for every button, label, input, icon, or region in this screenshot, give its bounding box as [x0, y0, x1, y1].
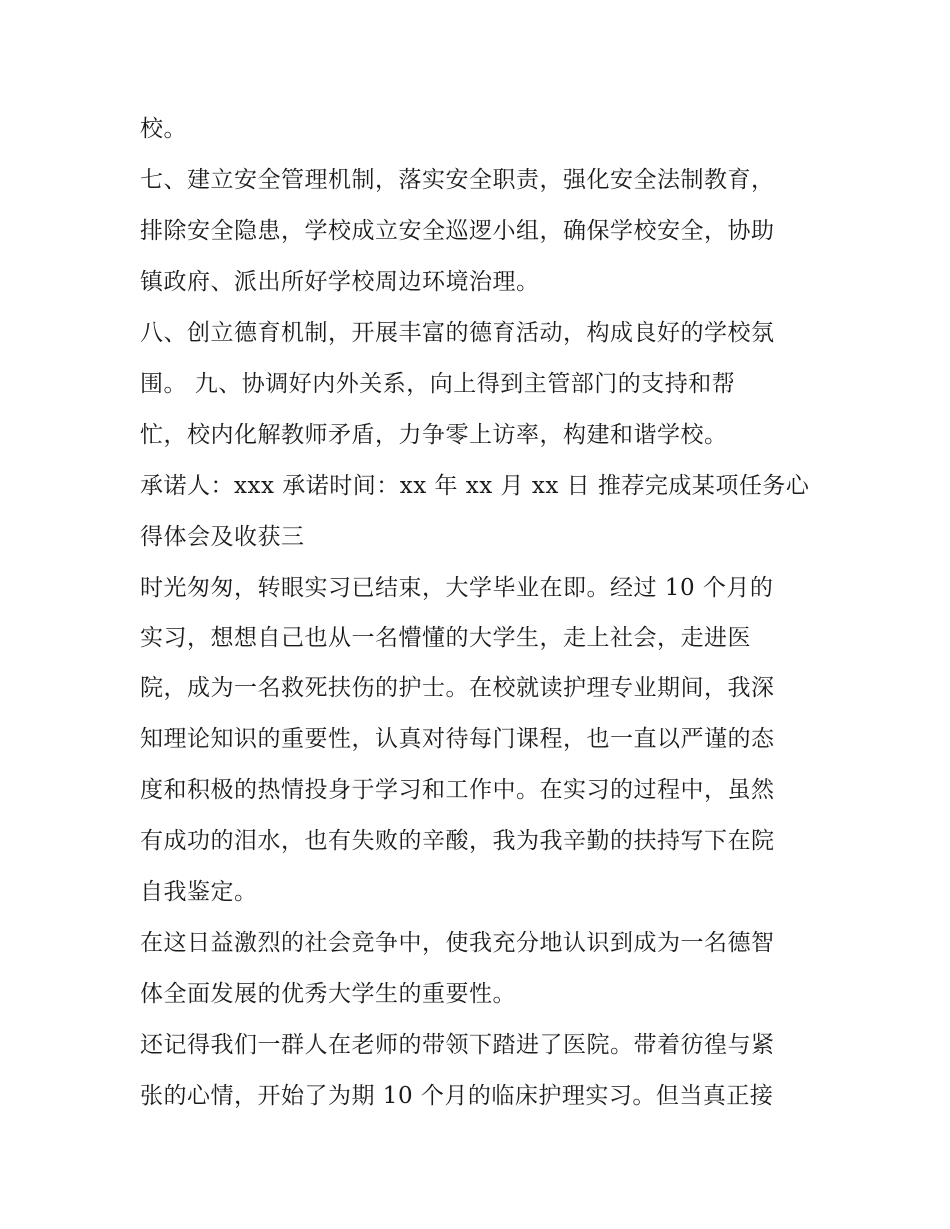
text-line: 八、创立德育机制，开展丰富的德育活动，构成良好的学校氛: [140, 320, 775, 346]
text-line: 镇政府、派出所好学校周边环境治理。: [140, 269, 540, 295]
text-line: 知理论知识的重要性，认真对待每门课程，也一直以严谨的态: [140, 726, 775, 752]
text-line: 七、建立安全管理机制，落实安全职责，强化安全法制教育，: [140, 167, 775, 193]
text-line: 度和积极的热情投身于学习和工作中。在实习的过程中，虽然: [140, 777, 775, 803]
text-line: 承诺人：xxx 承诺时间：xx 年 xx 月 xx 日 推荐完成某项任务心: [140, 473, 810, 499]
text-line: 有成功的泪水，也有失败的辛酸，我为我辛勤的扶持写下在院: [140, 828, 775, 854]
text-line: 得体会及收获三: [140, 524, 305, 550]
text-line: 实习，想想自己也从一名懵懂的大学生，走上社会，走进医: [140, 625, 751, 651]
text-line: 体全面发展的优秀大学生的重要性。: [140, 981, 516, 1007]
text-line: 还记得我们一群人在老师的带领下踏进了医院。带着彷徨与紧: [140, 1032, 775, 1058]
text-line: 校。: [140, 116, 187, 142]
text-line: 排除安全隐患，学校成立安全巡逻小组，确保学校安全，协助: [140, 218, 775, 244]
text-line: 在这日益激烈的社会竞争中，使我充分地认识到成为一名德智: [140, 930, 775, 956]
text-line: 院，成为一名救死扶伤的护士。在校就读护理专业期间，我深: [140, 675, 775, 701]
text-line: 围。 九、协调好内外关系，向上得到主管部门的支持和帮: [140, 371, 736, 397]
text-line: 忙，校内化解教师矛盾，力争零上访率，构建和谐学校。: [140, 422, 728, 448]
text-line: 自我鉴定。: [140, 879, 258, 905]
text-line: 时光匆匆，转眼实习已结束，大学毕业在即。经过 10 个月的: [140, 575, 774, 601]
text-line: 张的心情，开始了为期 10 个月的临床护理实习。但当真正接: [140, 1083, 774, 1109]
